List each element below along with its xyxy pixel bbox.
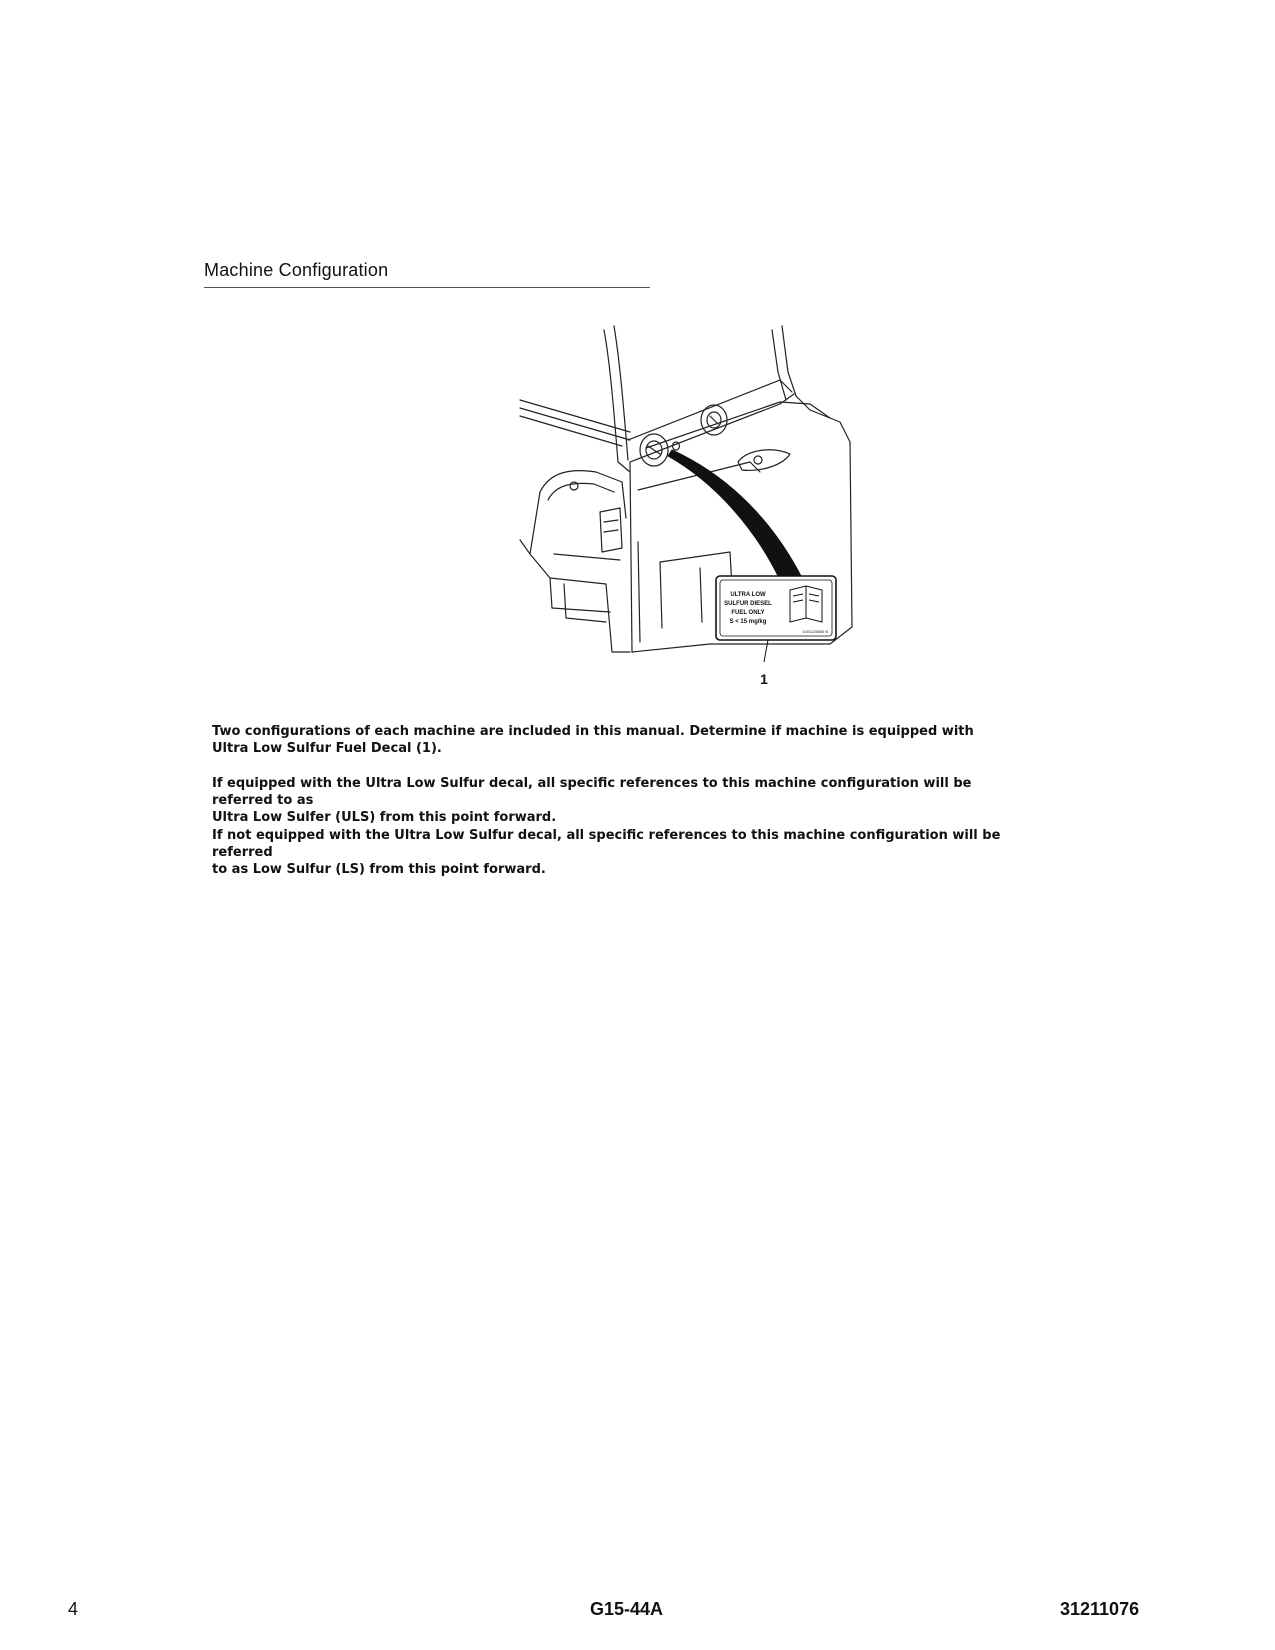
paragraph-1-line-2: Ultra Low Sulfur Fuel Decal (1). — [212, 741, 442, 756]
footer-model: G15-44A — [590, 1599, 664, 1619]
decal-line-1: ULTRA LOW — [730, 592, 766, 598]
paragraph-ls-not-equipped — [212, 827, 1032, 878]
section-divider — [204, 287, 650, 288]
decal-line-2: SULFUR DIESEL — [724, 601, 772, 607]
paragraph-uls-equipped — [212, 775, 1032, 826]
decal-part-number: 1001125580 B — [802, 629, 828, 634]
decal-line-4: S < 15 mg/kg — [729, 619, 767, 625]
section-title: Machine Configuration — [204, 260, 389, 280]
paragraph-3-line-1: If not equipped with the Ultra Low Sulfur decal, all specific references to this machine configuration will be referred — [212, 828, 1001, 860]
paragraph-1-line-1: Two configurations of each machine are included in this manual. Determine if machine is equipped with — [212, 724, 974, 739]
footer-page-number: 4 — [68, 1599, 79, 1619]
machine-illustration — [510, 322, 910, 714]
decal-line-3: FUEL ONLY — [731, 610, 765, 616]
paragraph-2-line-1: If equipped with the Ultra Low Sulfur decal, all specific references to this machine configuration will be referred to as — [212, 776, 972, 808]
callout-number: 1 — [760, 671, 768, 687]
paragraph-2-line-2: Ultra Low Sulfer (ULS) from this point forward. — [212, 810, 557, 825]
paragraph-3-line-2: to as Low Sulfur (LS) from this point forward. — [212, 862, 546, 877]
footer-document-number: 31211076 — [1060, 1599, 1140, 1619]
paragraph-configurations — [212, 723, 1032, 757]
